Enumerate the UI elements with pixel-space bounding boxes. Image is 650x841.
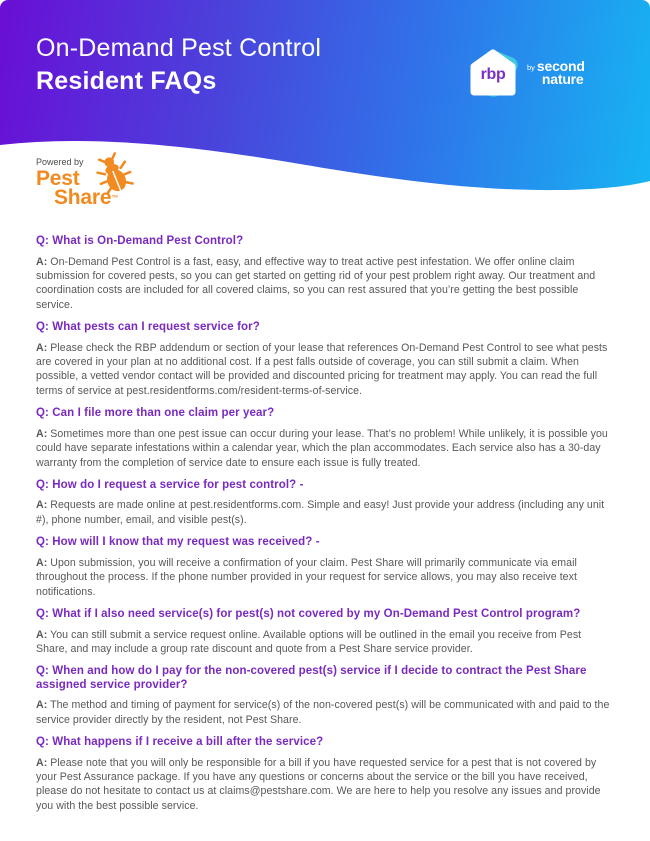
brand-line-nature: nature [541, 70, 584, 87]
answer-prefix: A: [36, 556, 48, 569]
pest-share-logo [36, 157, 156, 207]
rbp-second-nature-logo [465, 46, 585, 104]
answer-text: Please check the RBP addendum or section of your lease that references On-Demand Pest Control to see what pests are covered in your plan at no additional cost. If a pest falls outside of coverage, you can still submit a claim. When possible, a vetted vendor contact will be provided and discounted pricing for treatment may apply. You can read the full terms of service at pest.residentforms.com/resident-terms-of-service. [36, 341, 608, 397]
faq-item [36, 235, 614, 312]
faq-answer [36, 427, 614, 470]
answer-prefix: A: [36, 628, 48, 641]
faq-item [36, 608, 614, 656]
answer-prefix: A: [36, 499, 48, 512]
faq-answer [36, 628, 614, 657]
answer-text: Please note that you will only be responsible for a bill if you have requested service for a pest that is not covered by your Pest Assurance package. If you have any questions or concerns about the service or the bill you have received, please do not hesitate to contact us at claims@pestshare.com. We are here to help you resolve any issues and provide you with the best possible service. [36, 756, 601, 812]
by-label: by [527, 63, 535, 72]
rbp-badge [465, 46, 521, 104]
answer-text: Requests are made online at pest.residentforms.com. Simple and easy! Just provide your address (including any unit #), phone number, email, and visible pest(s). [36, 499, 605, 526]
faq-answer [36, 498, 614, 527]
faq-question: Q: What happens if I receive a bill after the service? [36, 736, 324, 749]
trademark-symbol: ™ [111, 195, 119, 202]
faq-answer [36, 341, 614, 399]
answer-text: Sometimes more than one pest issue can occur during your lease. That’s no problem! While unlikely, it is possible you could have separate infestations within a calendar year, which the plan accommodates. Each service also has a 30-day warranty from the completion of service date to ensure each issue is fully treated. [36, 427, 608, 469]
page-title: On-Demand Pest Control [36, 34, 322, 62]
faq-answer [36, 255, 614, 313]
faq-item [36, 536, 614, 599]
answer-text: The method and timing of payment for service(s) of the non-covered pest(s) will be communicated with and paid to the service provider directly by the resident, not Pest Share. [36, 699, 610, 726]
faq-question: Q: When and how do I pay for the non-covered pest(s) service if I decide to contract the Pest Share assigned service provider? [36, 665, 587, 691]
second-nature-wordmark [527, 60, 585, 85]
page-subtitle: Resident FAQs [36, 67, 217, 95]
rbp-badge-text: rbp [480, 66, 506, 83]
answer-text: Upon submission, you will receive a confirmation of your claim. Pest Share will primarily communicate via email throughout the process. If the phone number provided in your request for service allows, you may also receive text notifications. [36, 556, 577, 598]
powered-by-label: Powered by [36, 157, 84, 167]
faq-question: Q: How do I request a service for pest control? - [36, 478, 304, 491]
faq-item [36, 479, 614, 527]
faq-question: Q: Can I file more than one claim per year? [36, 407, 275, 420]
faq-item [36, 665, 614, 727]
faq-list [0, 210, 650, 813]
faq-item [36, 407, 614, 470]
pest-share-line2: Share™ [54, 186, 119, 209]
faq-question: Q: What if I also need service(s) for pest(s) not covered by my On-Demand Pest Control program? [36, 608, 581, 620]
faq-item [36, 736, 614, 813]
answer-prefix: A: [36, 699, 48, 712]
faq-answer [36, 756, 614, 814]
answer-text: On-Demand Pest Control is a fast, easy, and effective way to treat active pest infestation. We offer online claim submission for covered pests, so you can get started on getting rid of your pest problem right away. Our treatment and coordination costs are included for all covered claims, so you can rest assured that you’re getting the best possible service. [36, 255, 596, 311]
faq-question: Q: What is On-Demand Pest Control? [36, 235, 244, 247]
header-banner [0, 0, 650, 210]
answer-prefix: A: [36, 255, 48, 268]
answer-text: You can still submit a service request online. Available options will be outlined in the email you receive from Pest Share, and may include a group rate discount and quote from a Pest Share service provider. [36, 628, 582, 655]
answer-prefix: A: [36, 756, 48, 769]
header-titles [36, 32, 321, 98]
faq-question: Q: How will I know that my request was received? - [36, 536, 320, 549]
faq-answer [36, 698, 614, 727]
faq-question: Q: What pests can I request service for? [36, 321, 260, 334]
answer-prefix: A: [36, 427, 48, 440]
second-nature-text [537, 60, 585, 85]
faq-item [36, 321, 614, 398]
faq-answer [36, 556, 614, 599]
answer-prefix: A: [36, 341, 48, 354]
pest-share-line1: Pest [36, 167, 80, 190]
brand-line-second: second [536, 58, 585, 74]
